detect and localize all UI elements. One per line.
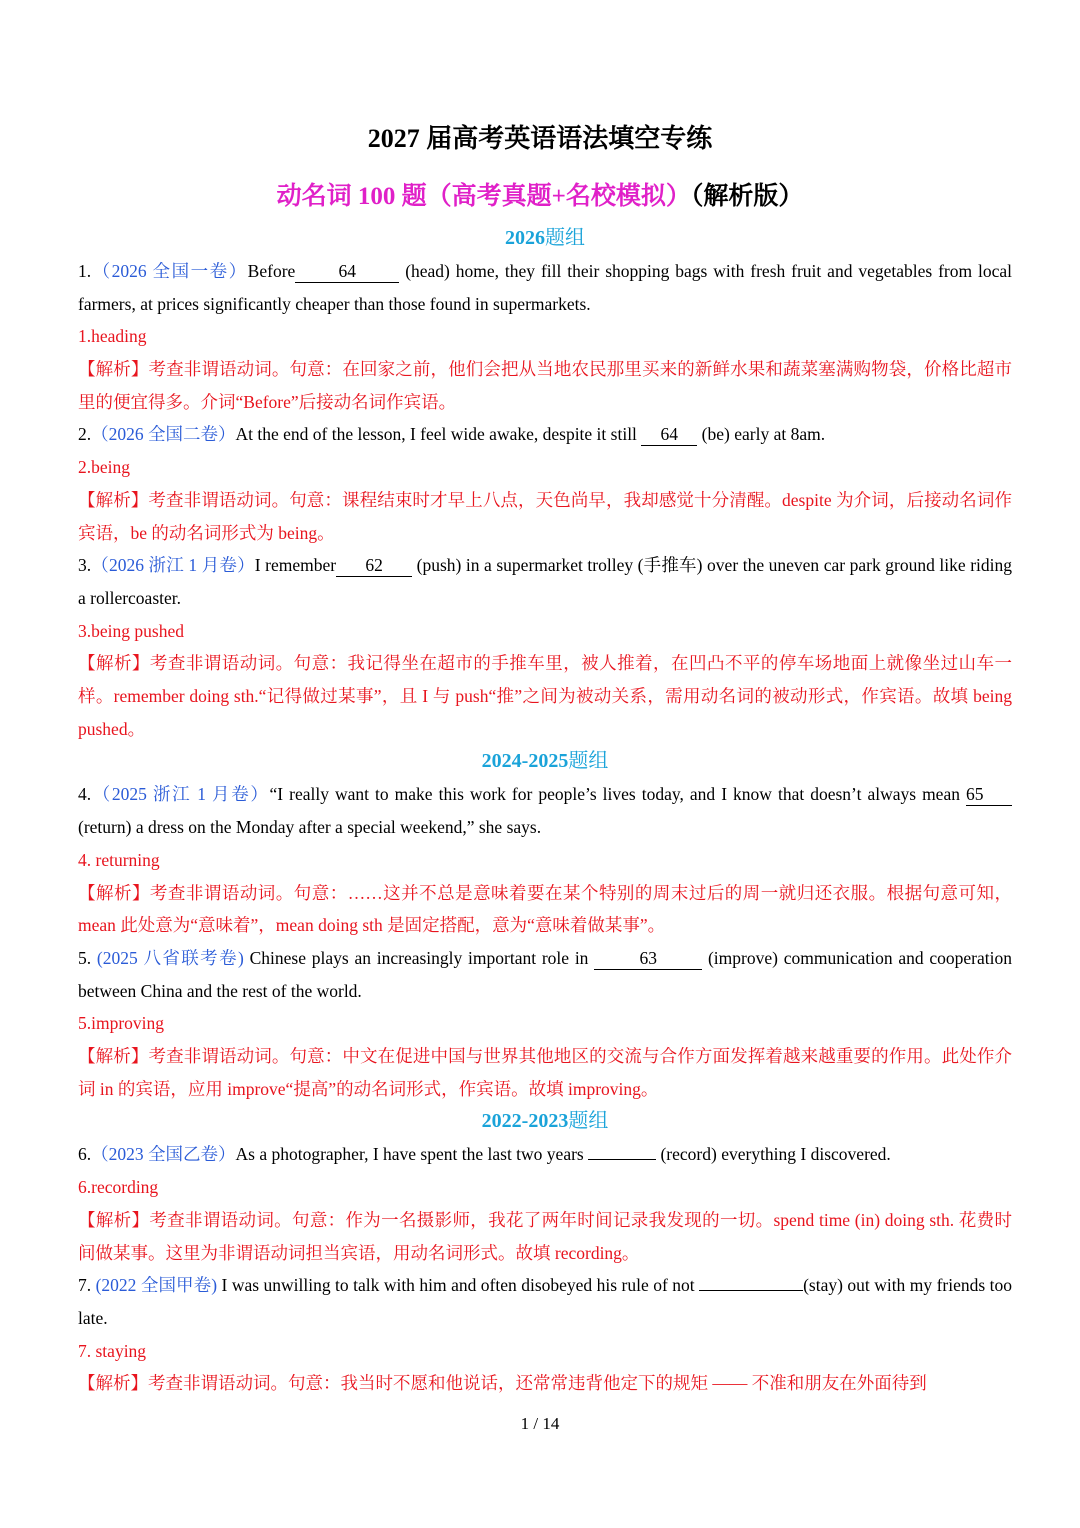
- answer-1: 1.heading: [78, 326, 147, 347]
- content: [78, 222, 1012, 1400]
- page-number: 1 / 14: [520, 1414, 560, 1433]
- answer-blank: [699, 1290, 803, 1291]
- question-6: 6.（2023 全国乙卷）As a photographer, I have spent the last two years (record) everything I discovered.: [78, 1144, 891, 1165]
- analysis-5: 【解析】考查非谓语动词。句意：中文在促进中国与世界其他地区的交流与合作方面发挥着越来越重要的作用。此处作介词 in 的宾语，应用 improve“提高”的动名词形式，作宾语。故填 improving。: [78, 1046, 1012, 1099]
- group-heading-2022-2023: 2022-2023题组: [481, 1110, 609, 1133]
- answer-5: 5.improving: [78, 1013, 165, 1034]
- page-subtitle: [0, 176, 1080, 212]
- answer-2: 2.being: [78, 457, 131, 478]
- question-source: (2025 八省联考卷): [91, 947, 244, 968]
- group-heading-2024-2025: 2024-2025题组: [481, 750, 609, 773]
- question-5: 5. (2025 八省联考卷) Chinese plays an increasingly important role in 63 (improve) communication and cooperation between China and the rest of the world.: [78, 947, 1012, 1001]
- analysis-4: 【解析】考查非谓语动词。句意：……这并不总是意味着要在某个特别的周末过后的周一就归还衣服。根据句意可知，mean 此处意为“意味着”，mean doing sth 是固定搭配，意为“意味着做某事”。: [78, 882, 1012, 936]
- subtitle-main: 动名词 100 题（高考真题+名校模拟）: [276, 183, 691, 210]
- answer-6: 6.recording: [78, 1177, 159, 1198]
- question-source: （2025 浙江 1 月卷）: [91, 784, 270, 805]
- question-source: (2022 全国甲卷): [91, 1275, 218, 1296]
- answer-7: 7. staying: [78, 1340, 147, 1361]
- answer-4: 4. returning: [78, 849, 160, 870]
- analysis-2: 【解析】考查非谓语动词。句意：课程结束时才早上八点，天色尚早，我却感觉十分清醒。despite 为介词，后接动名词作宾语，be 的动名词形式为 being。: [78, 489, 1012, 543]
- question-source: （2023 全国乙卷）: [91, 1144, 236, 1165]
- question-source: （2026 全国一卷）: [91, 261, 248, 281]
- question-1: 1.（2026 全国一卷）Before 64 (head) home, they fill their shopping bags with fresh fruit and vegetables from local farmers, at prices significantly cheaper than those found in supermarkets.: [78, 261, 1013, 314]
- question-source: （2026 浙江 1 月卷）: [91, 555, 255, 576]
- answer-blank: 64: [641, 423, 697, 446]
- analysis-7: 【解析】考查非谓语动词。句意：我当时不愿和他说话，还常常违背他定下的规矩 —— 不准和朋友在外面待到: [78, 1373, 927, 1394]
- question-7: 7. (2022 全国甲卷) I was unwilling to talk with him and often disobeyed his rule of not (stay) out with my friends too late.: [78, 1275, 1013, 1328]
- page-title: 2027 届高考英语语法填空专练: [367, 124, 713, 153]
- answer-blank: 65: [966, 783, 1012, 806]
- analysis-6: 【解析】考查非谓语动词。句意：作为一名摄影师，我花了两年时间记录我发现的一切。spend time (in) doing sth. 花费时间做某事。这里为非谓语动词担当宾语，用动名词形式。故填 recording。: [78, 1209, 1012, 1263]
- answer-blank: [588, 1159, 656, 1160]
- answer-blank: 62: [336, 554, 412, 577]
- subtitle-tag: （解析版）: [690, 183, 804, 210]
- analysis-3: 【解析】考查非谓语动词。句意：我记得坐在超市的手推车里，被人推着，在凹凸不平的停车场地面上就像坐过山车一样。remember doing sth.“记得做过某事”，且 I 与 push“推”之间为被动关系，需用动名词的被动形式，作宾语。故填 being pushed。: [78, 653, 1012, 739]
- group-heading-2026: 2026题组: [505, 227, 585, 249]
- answer-blank: 64: [295, 260, 399, 283]
- answer-blank: 63: [594, 947, 702, 970]
- question-source: （2026 全国二卷）: [91, 424, 236, 445]
- question-4: 4.（2025 浙江 1 月卷）“I really want to make this work for people’s lives today, and I know that doesn’t always mean 65 (return) a dress on the Monday after a special weekend,” she says.: [78, 778, 1012, 843]
- question-2: 2.（2026 全国二卷）At the end of the lesson, I feel wide awake, despite it still 64 (be) early at 8am.: [78, 424, 826, 445]
- question-3: 3.（2026 浙江 1 月卷）I remember 62 (push) in a supermarket trolley (手推车) over the uneven car park ground like riding a rollercoaster.: [78, 555, 1012, 608]
- answer-3: 3.being pushed: [78, 620, 184, 641]
- analysis-1: 【解析】考查非谓语动词。句意：在回家之前，他们会把从当地农民那里买来的新鲜水果和蔬菜塞满购物袋，价格比超市里的便宜得多。介词“Before”后接动名词作宾语。: [78, 359, 1012, 412]
